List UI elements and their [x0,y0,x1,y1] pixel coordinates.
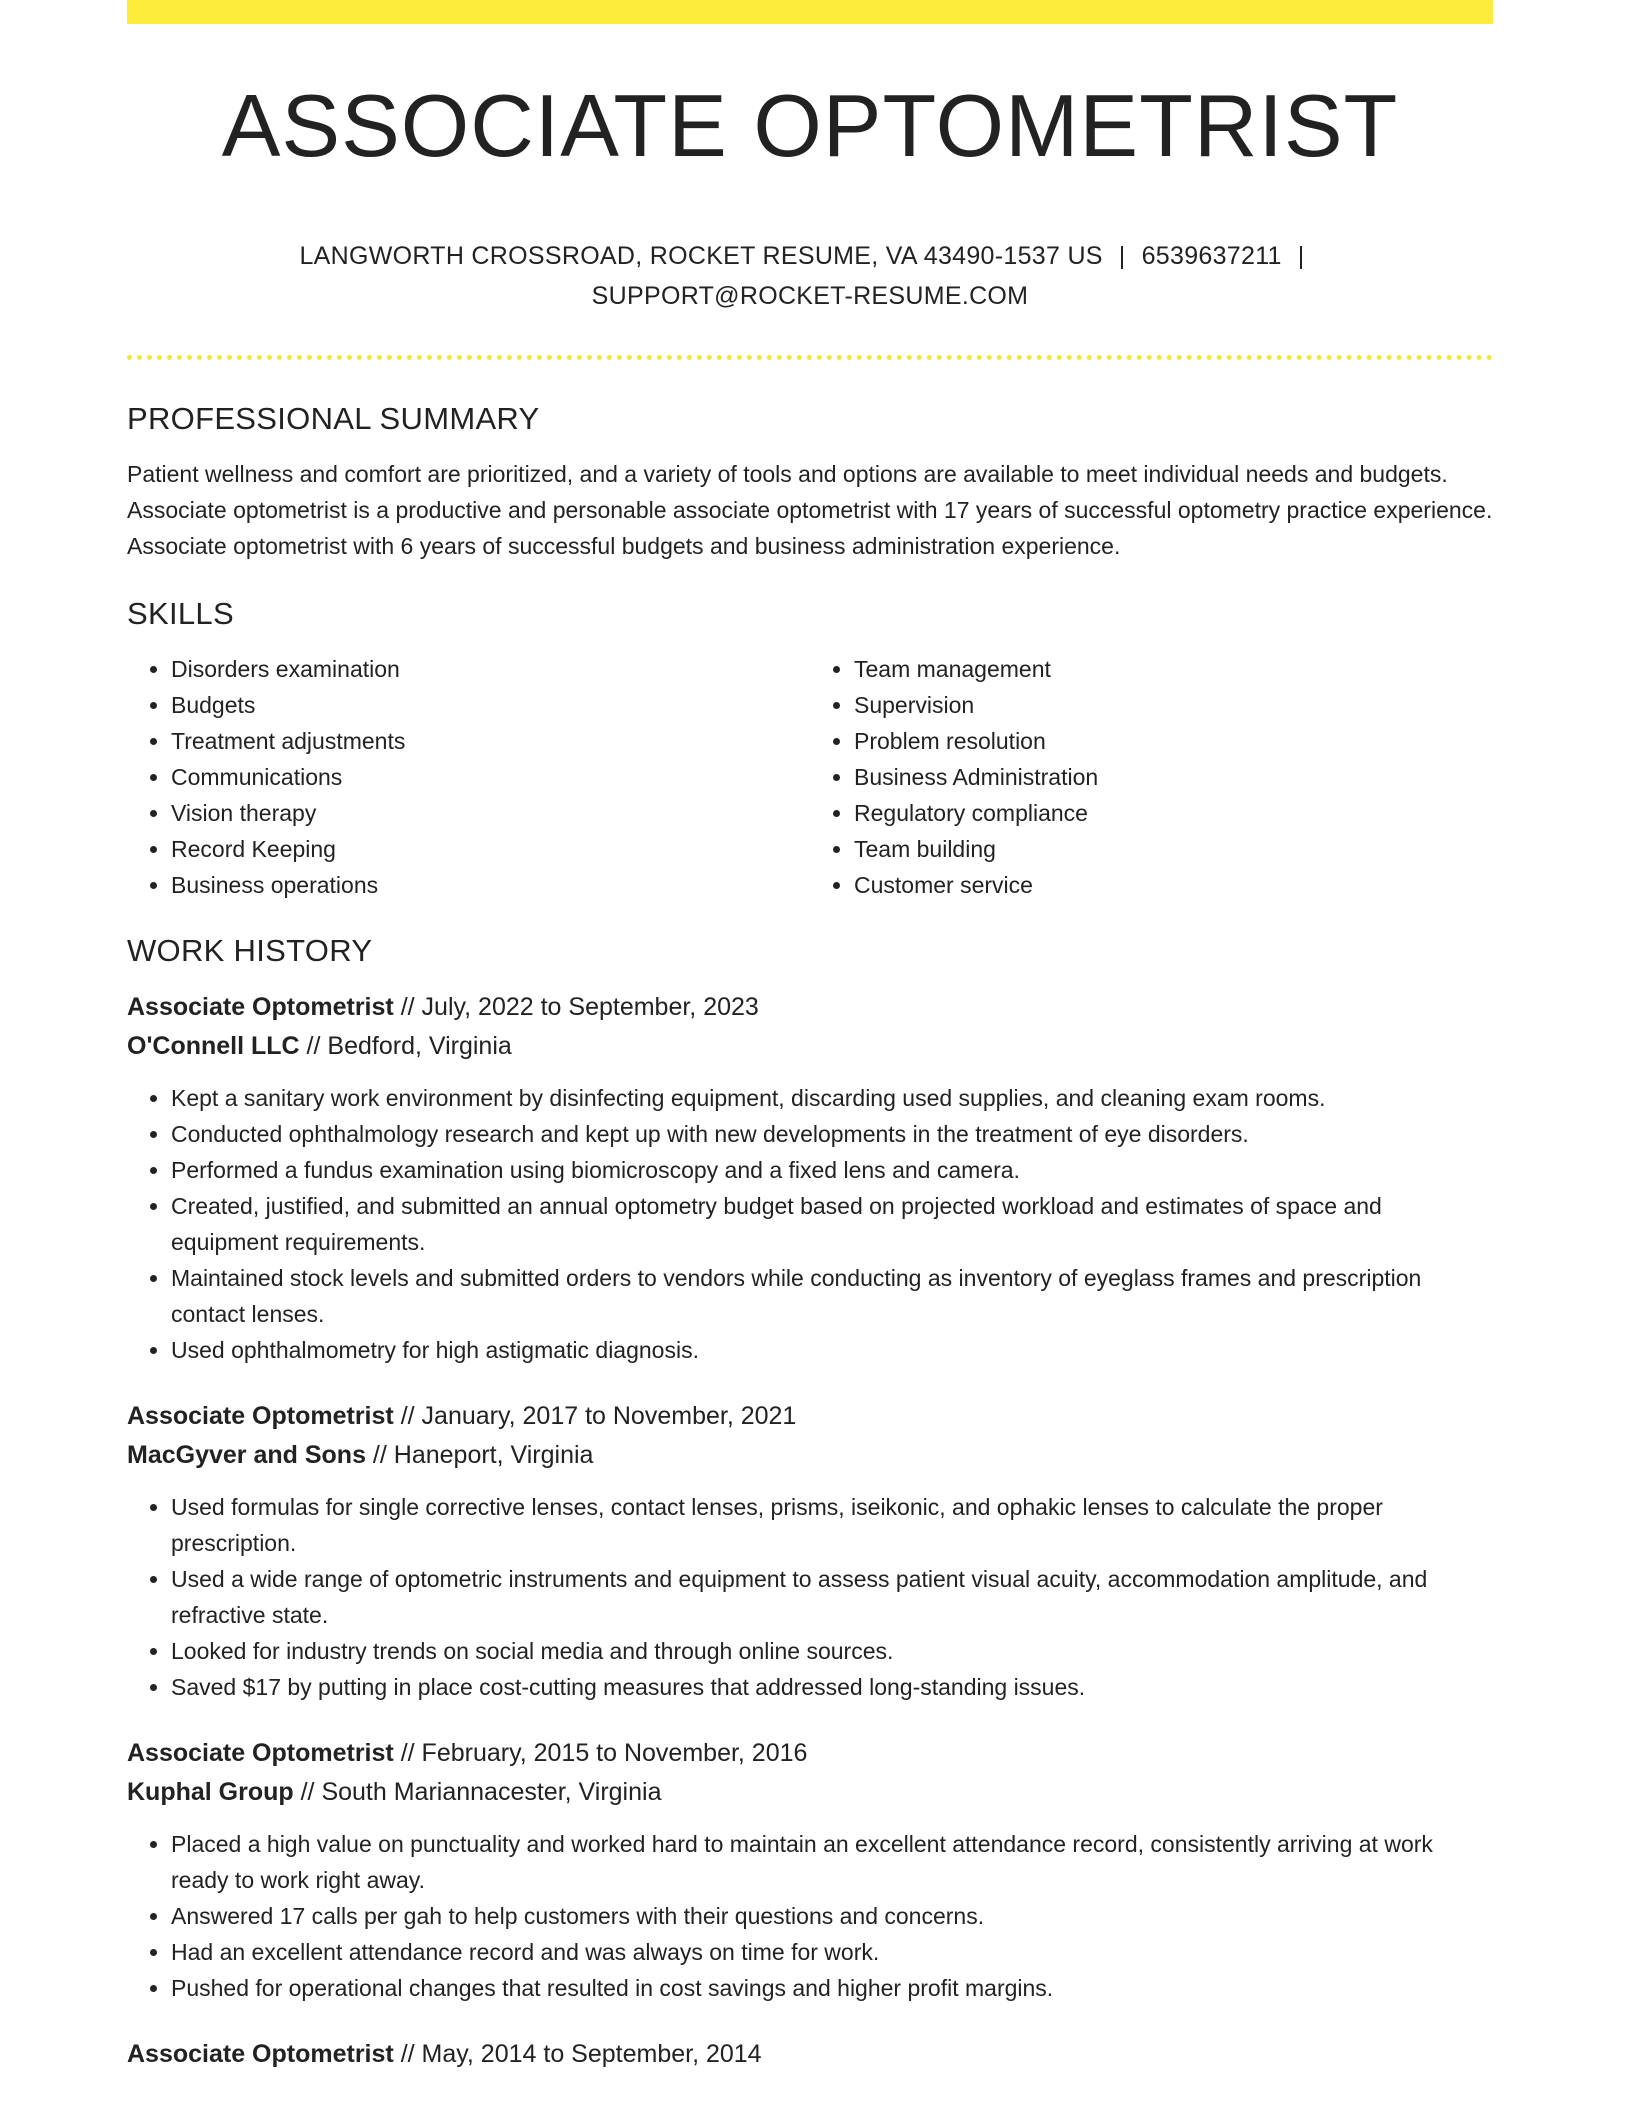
job-dates: July, 2022 to September, 2023 [421,993,759,1021]
summary-text: Patient wellness and comfort are prioritized, and a variety of tools and options are available to meet individual needs and budgets. Associate optometrist is a productive and personable associate optometrist with 17 years of successful optometry practice experience. Associate optometrist with 6 years of successful budgets and business administration experience. [127,461,1493,559]
job-separator: // [393,993,422,1021]
skills-heading: SKILLS [127,596,234,631]
job-company: Kuphal Group [127,1778,294,1806]
job-company: O'Connell LLC [127,1032,300,1060]
job-title-line [127,2035,1493,2074]
job-separator: // [293,1778,322,1806]
skill-item: • Team management [854,651,1493,687]
job-bullet: • Used ophthalmometry for high astigmatic diagnosis. [171,1332,1493,1368]
job-separator: // [299,1032,328,1060]
job-title: Associate Optometrist [127,1402,394,1430]
job-title: Associate Optometrist [127,2040,394,2068]
skill-item: • Disorders examination [171,651,810,687]
job-bullet: • Maintained stock levels and submitted orders to vendors while conducting as inventory of eyeglass frames and prescription contact lenses. [171,1260,1493,1332]
skill-item: • Vision therapy [171,795,810,831]
job-separator: // [393,1402,422,1430]
skill-item: • Regulatory compliance [854,795,1493,831]
job-bullet: • Saved $17 by putting in place cost-cutting measures that addressed long-standing issues. [171,1669,1493,1705]
job-title: Associate Optometrist [127,993,394,1021]
job-entry [127,1397,1493,1705]
job-bullets [127,1826,1493,2006]
job-bullet: • Answered 17 calls per gah to help customers with their questions and concerns. [171,1898,1493,1934]
job-location: Haneport, Virginia [393,1441,594,1469]
job-separator: // [393,2040,422,2068]
skills-column-left [127,651,810,903]
job-bullet: • Pushed for operational changes that resulted in cost savings and higher profit margins. [171,1970,1493,2006]
work-history-heading: WORK HISTORY [127,933,373,968]
job-bullet: • Looked for industry trends on social media and through online sources. [171,1633,1493,1669]
job-entry [127,1734,1493,2006]
contact-address: LANGWORTH CROSSROAD, ROCKET RESUME, VA 43490-1537 US [299,242,1103,270]
job-company: MacGyver and Sons [127,1441,366,1469]
job-dates: February, 2015 to November, 2016 [421,1739,808,1767]
job-company-line [127,1436,1493,1475]
resume-title: ASSOCIATE OPTOMETRIST [221,76,1399,175]
job-bullet: • Had an excellent attendance record and was always on time for work. [171,1934,1493,1970]
contact-email[interactable]: SUPPORT@ROCKET-RESUME.COM [591,282,1029,310]
job-bullet: • Conducted ophthalmology research and kept up with new developments in the treatment of eye disorders. [171,1116,1493,1152]
job-company-line [127,1027,1493,1066]
job-bullet: • Kept a sanitary work environment by disinfecting equipment, discarding used supplies, and cleaning exam rooms. [171,1080,1493,1116]
job-bullet: • Placed a high value on punctuality and worked hard to maintain an excellent attendance record, consistently arriving at work ready to work right away. [171,1826,1493,1898]
skill-item: • Business operations [171,867,810,903]
header-divider [127,355,1493,360]
job-company-line [127,1773,1493,1812]
job-bullets [127,1080,1493,1368]
skill-item: • Team building [854,831,1493,867]
accent-top-bar [127,0,1493,24]
job-title-line [127,1734,1493,1773]
job-bullet: • Created, justified, and submitted an annual optometry budget based on projected workload and estimates of space and equipment requirements. [171,1188,1493,1260]
contact-phone: 6539637211 [1141,242,1282,270]
skill-item: • Record Keeping [171,831,810,867]
resume-page [127,0,1493,2074]
job-bullet: • Used formulas for single corrective lenses, contact lenses, prisms, iseikonic, and ophakic lenses to calculate the proper prescription. [171,1489,1493,1561]
skill-item: • Business Administration [854,759,1493,795]
skill-item: • Treatment adjustments [171,723,810,759]
contact-separator: | [1297,242,1305,270]
skill-item: • Supervision [854,687,1493,723]
job-entry [127,2035,1493,2074]
job-bullet: • Performed a fundus examination using biomicroscopy and a fixed lens and camera. [171,1152,1493,1188]
skill-item: • Budgets [171,687,810,723]
skill-item: • Customer service [854,867,1493,903]
job-title-line [127,1397,1493,1436]
job-bullet: • Used a wide range of optometric instruments and equipment to assess patient visual acuity, accommodation amplitude, and refractive state. [171,1561,1493,1633]
job-location: South Mariannacester, Virginia [321,1778,662,1806]
contact-separator: | [1118,242,1126,270]
skill-item: • Communications [171,759,810,795]
job-dates: January, 2017 to November, 2021 [421,1402,797,1430]
skill-item: • Problem resolution [854,723,1493,759]
summary-heading: PROFESSIONAL SUMMARY [127,401,540,436]
job-separator: // [393,1739,422,1767]
job-dates: May, 2014 to September, 2014 [421,2040,762,2068]
job-location: Bedford, Virginia [327,1032,512,1060]
job-entry [127,988,1493,1368]
job-title: Associate Optometrist [127,1739,394,1767]
contact-info [127,236,1493,316]
job-title-line [127,988,1493,1027]
job-separator: // [365,1441,394,1469]
skills-column-right [810,651,1493,903]
skills-list [127,651,1493,903]
job-bullets [127,1489,1493,1705]
